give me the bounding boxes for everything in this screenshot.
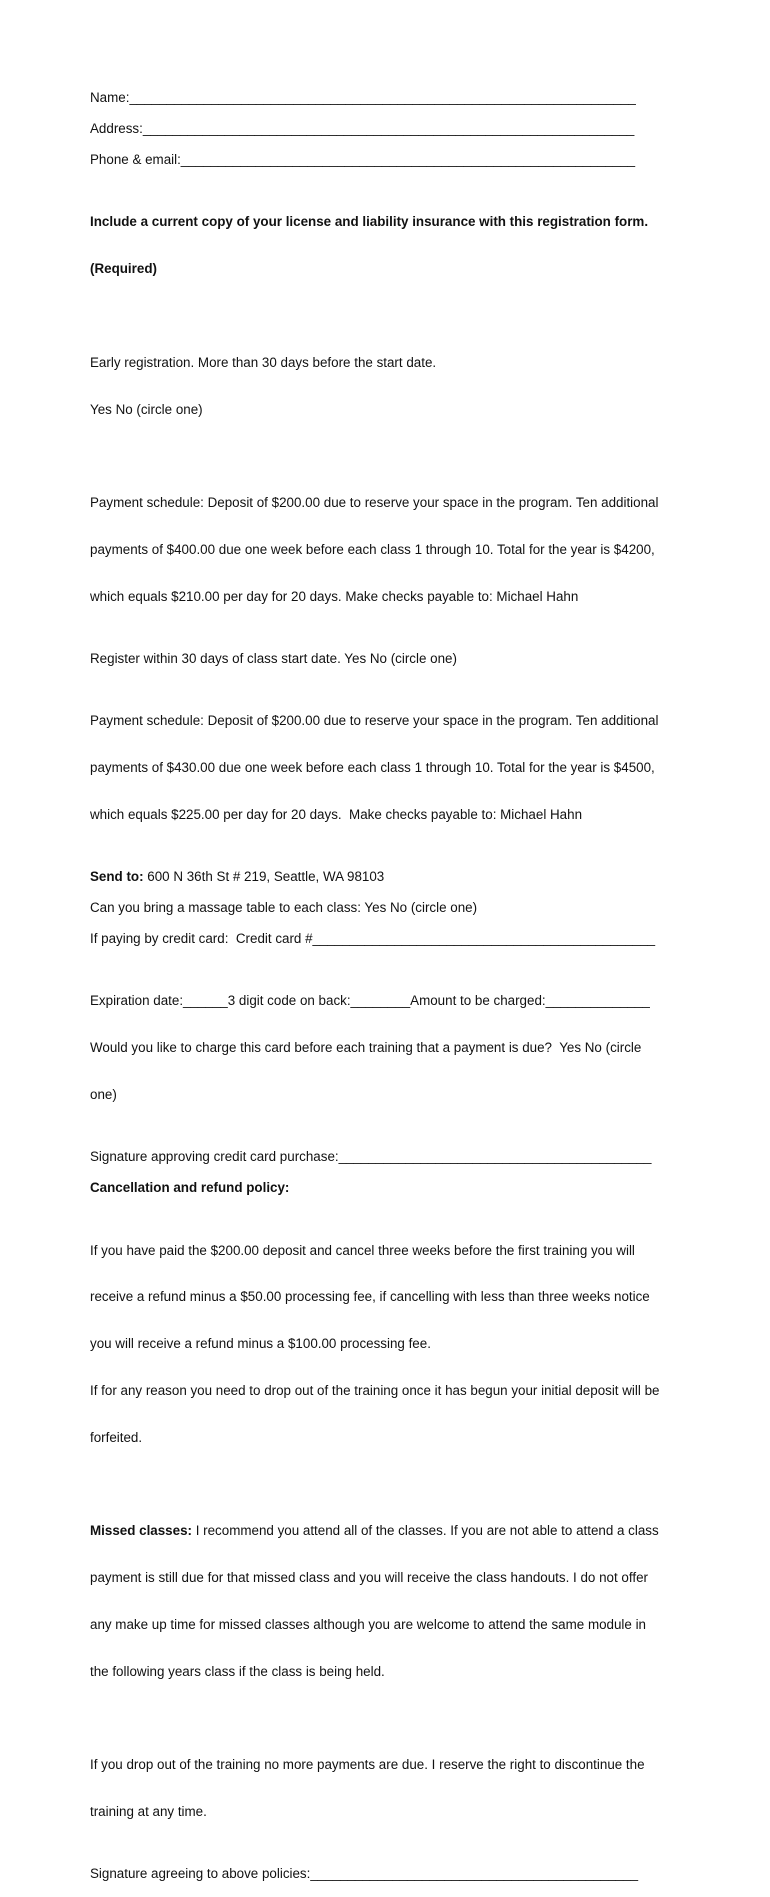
payment-schedule-late (90, 682, 690, 854)
cancellation-line-5: forfeited. (90, 1429, 143, 1445)
late-registration[interactable]: Register within 30 days of class start date. Yes No (circle one) (90, 650, 457, 666)
required-notice-line-2: (Required) (90, 261, 157, 277)
early-registration (90, 324, 690, 449)
missed-classes-line-4: the following years class if the class is being held. (90, 1663, 385, 1679)
dropout-line-1: If you drop out of the training no more payments are due. I reserve the right to discontinue the (90, 1757, 645, 1773)
send-to (90, 869, 690, 885)
cc-signature-field[interactable]: Signature approving credit card purchase:__________________________________________ (90, 1149, 652, 1165)
payment-schedule-late-line-1: Payment schedule: Deposit of $200.00 due to reserve your space in the program. Ten additional (90, 713, 659, 729)
address-field[interactable]: Address:__________________________________________________________________ (90, 121, 635, 137)
charge-before-training-question-end: one) (90, 1086, 117, 1102)
massage-table-question[interactable]: Can you bring a massage table to each class: Yes No (circle one) (90, 900, 478, 916)
missed-classes-text: I recommend you attend all of the classes. If you are not able to attend a class (191, 1523, 659, 1539)
missed-classes-line-1 (90, 1523, 690, 1539)
missed-classes-label: Missed classes: (90, 1523, 192, 1539)
cancellation-line-2: receive a refund minus a $50.00 processing fee, if cancelling with less than three weeks notice (90, 1289, 650, 1305)
card-details (90, 962, 690, 1134)
missed-classes-line-3: any make up time for missed classes although you are welcome to attend the same module in (90, 1616, 646, 1632)
send-to-address: 600 N 36th St # 219, Seattle, WA 98103 (143, 868, 385, 884)
early-registration-text: Early registration. More than 30 days before the start date. (90, 354, 437, 370)
name-field[interactable]: Name:____________________________________________________________________ (90, 90, 636, 105)
payment-schedule-late-line-3: which equals $225.00 per day for 20 days. Make checks payable to: Michael Hahn (90, 806, 583, 822)
send-to-label: Send to: (90, 868, 144, 884)
early-registration-choice[interactable]: Yes No (circle one) (90, 401, 203, 417)
payment-schedule-early-line-1: Payment schedule: Deposit of $200.00 due to reserve your space in the program. Ten additional (90, 494, 659, 510)
cancellation-policy (90, 1211, 690, 1476)
missed-classes-policy (90, 1492, 690, 1710)
policy-signature-field[interactable]: Signature agreeing to above policies:____________________________________________ (90, 1866, 639, 1882)
phone-email-field[interactable]: Phone & email:_____________________________________________________________ (90, 152, 636, 168)
cancellation-line-4: If for any reason you need to drop out of the training once it has begun your initial deposit will be (90, 1382, 660, 1398)
registration-form (90, 90, 690, 1897)
charge-before-training-question[interactable]: Would you like to charge this card before each training that a payment is due? Yes No (circle (90, 1040, 642, 1056)
required-notice-line-1: Include a current copy of your license and liability insurance with this registration form. (90, 214, 649, 230)
cancellation-line-3: you will receive a refund minus a $100.00 processing fee. (90, 1336, 431, 1352)
credit-card-field[interactable]: If paying by credit card: Credit card #______________________________________________ (90, 931, 656, 947)
card-details-fields[interactable]: Expiration date:______3 digit code on back:________Amount to be charged:______________ (90, 993, 650, 1009)
missed-classes-line-2: payment is still due for that missed class and you will receive the class handouts. I do not offer (90, 1570, 648, 1585)
payment-schedule-early-line-3: which equals $210.00 per day for 20 days. Make checks payable to: Michael Hahn (90, 588, 579, 604)
payment-schedule-early (90, 464, 690, 636)
cancellation-line-1: If you have paid the $200.00 deposit and cancel three weeks before the first training you will (90, 1242, 635, 1258)
required-notice (90, 183, 690, 308)
cancellation-heading: Cancellation and refund policy: (90, 1180, 290, 1196)
payment-schedule-late-line-2: payments of $430.00 due one week before each class 1 through 10. Total for the year is $4500, (90, 759, 655, 775)
payment-schedule-early-line-2: payments of $400.00 due one week before each class 1 through 10. Total for the year is $4200, (90, 541, 655, 557)
dropout-policy (90, 1726, 690, 1851)
dropout-line-2: training at any time. (90, 1803, 207, 1819)
